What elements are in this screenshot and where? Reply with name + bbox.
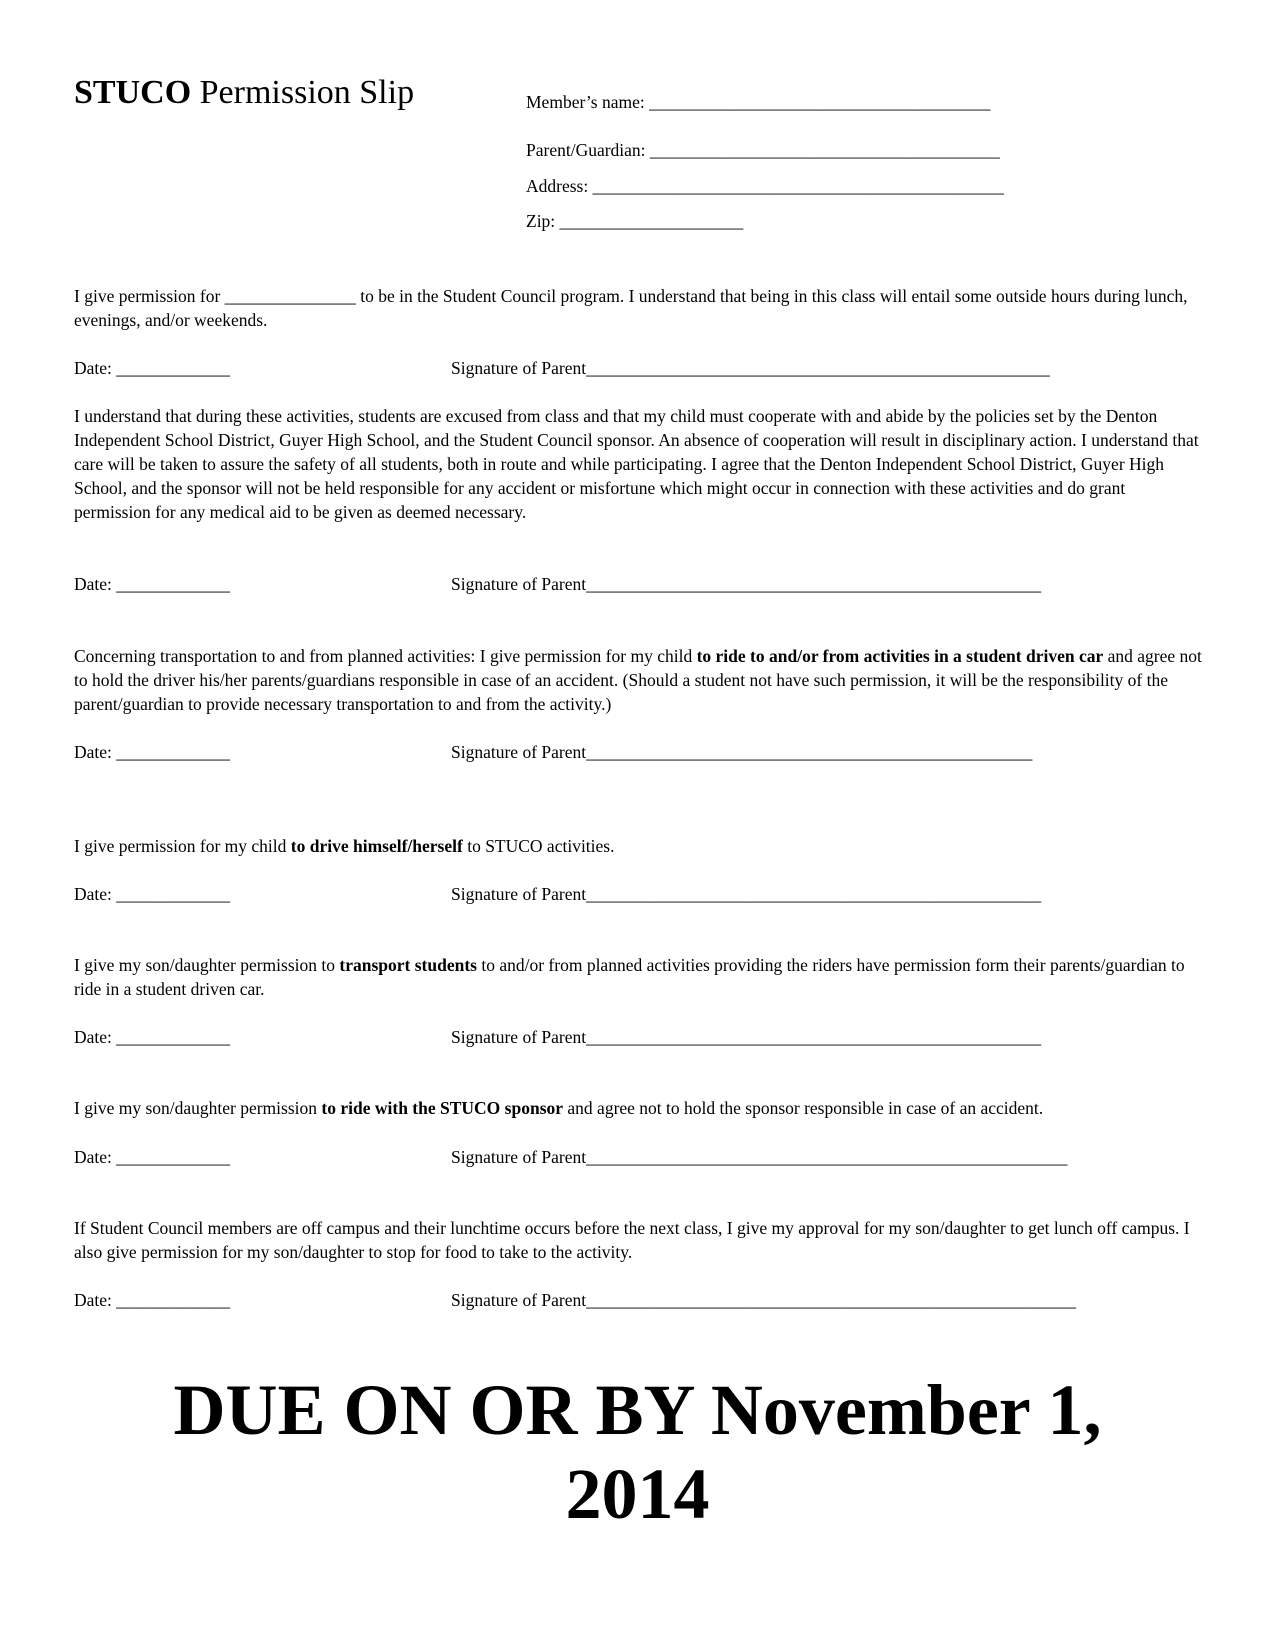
parent-signature-field[interactable]: Signature of Parent____________________________________________________: [451, 884, 1042, 904]
date-field[interactable]: Date: _____________: [74, 884, 231, 904]
parent-signature-field[interactable]: Signature of Parent_____________________________________________________: [451, 358, 1050, 378]
date-field[interactable]: Date: _____________: [74, 574, 231, 594]
date-field[interactable]: Date: _____________: [74, 1290, 231, 1310]
date-field[interactable]: Date: _____________: [74, 1147, 231, 1167]
program-permission-text: I give permission for _______________ to be in the Student Council program. I understand that being in this class will entail some outside hours during lunch, evenings, and/or weekends.: [74, 286, 1188, 330]
zip-field[interactable]: Zip: _____________________: [526, 211, 744, 231]
page-title: [74, 74, 414, 111]
due-date-banner: [0, 1368, 1275, 1536]
address-field[interactable]: Address: _______________________________________________: [526, 176, 1004, 196]
text-bold: to ride to and/or from activities in a student driven car: [696, 646, 1104, 666]
ride-with-sponsor-text: [74, 1096, 1204, 1120]
signature-row-3: [74, 740, 1204, 764]
text-post: to and/or from planned activities providing the riders have permission form their parents/guardian to ride in a student driven car.: [74, 955, 1185, 999]
text-bold: transport students: [339, 955, 477, 975]
parent-signature-field[interactable]: Signature of Parent________________________________________________________: [451, 1290, 1077, 1310]
parent-signature-field[interactable]: Signature of Parent____________________________________________________: [451, 574, 1042, 594]
signature-row-7: [74, 1288, 1204, 1312]
member-name-field[interactable]: Member’s name: _______________________________________: [526, 92, 991, 112]
text-bold: to ride with the STUCO sponsor: [321, 1098, 564, 1118]
transport-students-text: [74, 953, 1204, 1001]
text-post: and agree not to hold the sponsor responsible in case of an accident.: [563, 1098, 1044, 1118]
signature-row-2: [74, 572, 1204, 596]
parent-guardian-field[interactable]: Parent/Guardian: ________________________________________: [526, 140, 1000, 160]
signature-row-6: [74, 1145, 1204, 1169]
signature-row-5: [74, 1025, 1204, 1049]
due-line-1: DUE ON OR BY November 1,: [173, 1370, 1102, 1450]
parent-signature-field[interactable]: Signature of Parent____________________________________________________: [451, 1027, 1042, 1047]
student-driven-car-text: [74, 644, 1204, 716]
parent-signature-field[interactable]: Signature of Parent___________________________________________________: [451, 742, 1033, 762]
text-bold: to drive himself/herself: [290, 836, 463, 856]
date-field[interactable]: Date: _____________: [74, 358, 231, 378]
activities-policy-text: I understand that during these activities, students are excused from class and that my child must cooperate with and abide by the policies set by the Denton Independent School District, Guyer High School, and the Student Council sponsor. An absence of cooperation will result in disciplinary action. I understand that care will be taken to assure the safety of all students, both in route and while participating. I agree that the Denton Independent School District, Guyer High School, and the sponsor will not be held responsible for any accident or misfortune which might occur in connection with these activities and do grant permission for any medical aid to be given as deemed necessary.: [74, 406, 1199, 522]
text-pre: I give permission for my child: [74, 836, 291, 856]
due-line-2: 2014: [565, 1454, 710, 1534]
text-pre: I give my son/daughter permission to: [74, 955, 340, 975]
title-bold: STUCO: [74, 74, 192, 111]
text-pre: I give my son/daughter permission: [74, 1098, 322, 1118]
lunch-off-campus-text: If Student Council members are off campus and their lunchtime occurs before the next class, I give my approval for my son/daughter to get lunch off campus. I also give permission for my son/daughter to stop for food to take to the activity.: [74, 1218, 1190, 1262]
drive-self-text: [74, 834, 1204, 858]
parent-signature-field[interactable]: Signature of Parent_______________________________________________________: [451, 1147, 1068, 1167]
date-field[interactable]: Date: _____________: [74, 742, 231, 762]
signature-row-4: [74, 882, 1204, 906]
date-field[interactable]: Date: _____________: [74, 1027, 231, 1047]
text-post: to STUCO activities.: [462, 836, 615, 856]
text-post: and agree not to hold the driver his/her parents/guardians responsible in case of an accident. (Should a student not have such permission, it will be the responsibility of the parent/guardian to provide necessary transportation to and from the activity.): [74, 646, 1202, 714]
signature-row-1: [74, 356, 1204, 380]
title-rest: Permission Slip: [191, 74, 415, 111]
text-pre: Concerning transportation to and from planned activities: I give permission for my child: [74, 646, 697, 666]
